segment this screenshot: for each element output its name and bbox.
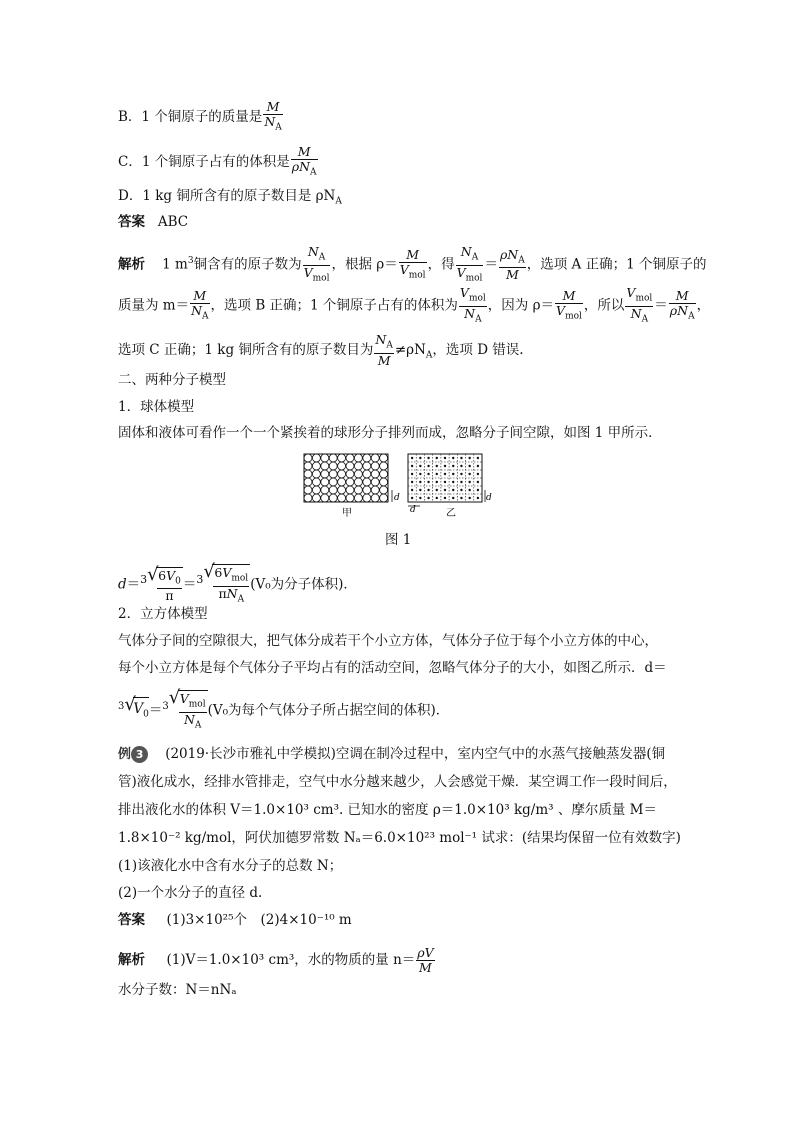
option-b: [118, 100, 284, 135]
gas-molecule-dot: [411, 497, 413, 499]
gas-molecule-dot: [427, 473, 429, 475]
gas-molecule-dot: [436, 473, 438, 475]
molecule-sphere: [329, 478, 337, 486]
molecule-sphere: [371, 478, 379, 486]
gas-molecule-dot: [419, 465, 421, 467]
gas-molecule-dot: [468, 473, 470, 475]
molecule-sphere: [338, 494, 346, 502]
gas-molecule-dot: [452, 497, 454, 499]
molecule-sphere: [304, 454, 312, 462]
example-3-line-4: 1.8×10⁻² kg/mol，阿伏加德罗常数 Nₐ＝6.0×10²³ mol⁻¹ 试求：(结果均保留一位有效数字): [118, 830, 681, 846]
molecule-sphere: [354, 478, 362, 486]
svg-text:d: d: [394, 493, 400, 503]
cube-model-figure: [408, 454, 492, 519]
answer-2: [118, 910, 352, 930]
gas-molecule-dot: [419, 481, 421, 483]
molecule-sphere: [304, 462, 312, 470]
gas-molecule-dot: [444, 481, 446, 483]
molecule-sphere: [346, 494, 354, 502]
molecule-sphere: [371, 462, 379, 470]
option-c-fraction: $\frac{M}{\rho N_A}$: [291, 144, 317, 178]
molecule-sphere: [371, 454, 379, 462]
gas-molecule-dot: [427, 497, 429, 499]
gas-molecule-dot: [427, 457, 429, 459]
molecule-sphere: [354, 462, 362, 470]
molecule-sphere: [371, 486, 379, 494]
gas-molecule-dot: [460, 489, 462, 491]
subheading-cube-model: 2．立方体模型: [118, 606, 208, 622]
option-d-text: D．1 kg 铜所含有的原子数目是 ρN: [118, 188, 336, 204]
gas-molecule-dot: [444, 497, 446, 499]
molecule-sphere: [363, 454, 371, 462]
gas-molecule-dot: [411, 489, 413, 491]
molecule-sphere: [346, 454, 354, 462]
gas-molecule-dot: [452, 457, 454, 459]
analysis-1-line-1: 解析 1 $m^3$铜含有的原子数为 $\frac{N_A}{V_{mol}}$ ，根据 ρ＝ $\frac{M}{V_{mol}}$ ，得 $\frac{N_A}{V_{mol}}$ ＝ $\frac{\rho N_A}{M}$ ，选项 A 正确；1 个铜原子的: [118, 244, 707, 283]
molecule-sphere: [380, 486, 388, 494]
section-heading: 二、两种分子模型: [118, 372, 226, 388]
molecule-sphere: [312, 454, 320, 462]
gas-molecule-dot: [411, 481, 413, 483]
example-3-line-2: 管)液化成水，经排水管排走，空气中水分越来越少，人会感觉干燥．某空调工作一段时间后，: [118, 774, 677, 790]
example-number-badge: 3: [131, 746, 148, 763]
gas-molecule-dot: [419, 457, 421, 459]
analysis-1-line-3: 选项 C 正确；1 kg 铜所含有的原子数目为 $\frac{N_A}{M}$ $\ne\rho N_A$，选项 D 错误.: [118, 332, 524, 368]
analysis-2-line-2: 水分子数：N＝nNₐ: [118, 982, 237, 998]
gas-molecule-dot: [419, 489, 421, 491]
molecule-sphere: [338, 454, 346, 462]
gas-molecule-dot: [411, 473, 413, 475]
gas-molecule-dot: [452, 481, 454, 483]
molecule-sphere: [321, 462, 329, 470]
gas-molecule-dot: [477, 465, 479, 467]
gas-molecule-dot: [477, 489, 479, 491]
molecule-sphere: [329, 470, 337, 478]
gas-molecule-dot: [468, 497, 470, 499]
molecule-sphere: [304, 478, 312, 486]
option-c-text: C．1 个铜原子占有的体积是: [118, 153, 290, 170]
molecule-sphere: [321, 478, 329, 486]
molecule-sphere: [338, 462, 346, 470]
gas-molecule-dot: [452, 473, 454, 475]
gas-molecule-dot: [477, 497, 479, 499]
svg-text:甲: 甲: [342, 508, 352, 519]
gas-molecule-dot: [452, 489, 454, 491]
gas-molecule-dot: [460, 465, 462, 467]
example-3-line-3: 排出液化水的体积 V＝1.0×10³ cm³. 已知水的密度 ρ＝1.0×10³ kg/m³ 、摩尔质量 M＝: [118, 802, 657, 818]
paragraph-cube-model-line-2: 每个小立方体是每个气体分子平均占有的活动空间，忽略气体分子的大小，如图乙所示．d＝: [118, 660, 667, 676]
molecule-sphere: [363, 478, 371, 486]
molecule-sphere: [346, 486, 354, 494]
gas-molecule-dot: [452, 465, 454, 467]
gas-molecule-dot: [477, 457, 479, 459]
molecule-sphere: [346, 478, 354, 486]
molecule-sphere: [371, 494, 379, 502]
molecule-sphere: [329, 486, 337, 494]
analysis-1-line-2: 质量为 m＝ $\frac{M}{N_A}$ ，选项 B 正确；1 个铜原子占有的体积为 $\frac{V_{mol}}{N_A}$ ，因为 ρ＝ $\frac{M}{V_{mol}}$ ，所以 $\frac{V_{mol}}{N_A}$ ＝ $\frac{M}{\rho N_A}$ ，: [118, 285, 711, 324]
question-2: (2)一个水分子的直径 d.: [118, 885, 263, 901]
molecule-sphere: [338, 478, 346, 486]
molecule-sphere: [312, 462, 320, 470]
molecule-sphere: [329, 462, 337, 470]
figure-1-diagram: [296, 450, 496, 522]
svg-text:d: d: [486, 493, 492, 503]
molecule-sphere: [304, 470, 312, 478]
paragraph-cube-model-line-1: 气体分子间的空隙很大，把气体分成若干个小立方体，气体分子位于每个小立方体的中心，: [118, 633, 658, 649]
molecule-sphere: [321, 454, 329, 462]
answer-label: 答案: [118, 214, 145, 230]
molecule-sphere: [363, 462, 371, 470]
answer-value: ABC: [157, 214, 189, 230]
molecule-sphere: [304, 486, 312, 494]
molecule-sphere: [346, 470, 354, 478]
gas-molecule-dot: [436, 497, 438, 499]
molecule-sphere: [371, 470, 379, 478]
gas-molecule-dot: [436, 489, 438, 491]
molecule-sphere: [354, 454, 362, 462]
molecule-sphere: [329, 454, 337, 462]
gas-molecule-dot: [477, 481, 479, 483]
molecule-sphere: [354, 486, 362, 494]
molecule-sphere: [380, 454, 388, 462]
paragraph-sphere-model: 固体和液体可看作一个一个紧挨着的球形分子排列而成，忽略分子间空隙，如图 1 甲所示．: [118, 425, 662, 441]
gas-molecule-dot: [460, 497, 462, 499]
option-b-fraction: $\frac{M}{N_A}$: [264, 99, 282, 133]
gas-molecule-dot: [444, 473, 446, 475]
option-c: [118, 145, 319, 180]
gas-molecule-dot: [444, 457, 446, 459]
sphere-model-figure: [304, 454, 400, 519]
answer-value: (1)3×10²⁵个 (2)4×10⁻¹⁰ m: [166, 912, 352, 928]
analysis-label: 解析: [118, 256, 145, 273]
molecule-sphere: [338, 486, 346, 494]
gas-molecule-dot: [436, 457, 438, 459]
gas-molecule-dot: [468, 489, 470, 491]
molecule-sphere: [312, 494, 320, 502]
figure-caption: 图 1: [385, 532, 412, 548]
example-3-line-1: 例 3 (2019·长沙市雅礼中学模拟)空调在制冷过程中，室内空气中的水蒸气接触蒸发器(铜: [118, 746, 666, 762]
gas-molecule-dot: [460, 457, 462, 459]
gas-molecule-dot: [427, 481, 429, 483]
molecule-sphere: [321, 470, 329, 478]
molecule-sphere: [354, 494, 362, 502]
gas-molecule-dot: [444, 489, 446, 491]
analysis-label: 解析: [118, 952, 145, 968]
gas-molecule-dot: [468, 465, 470, 467]
gas-molecule-dot: [419, 473, 421, 475]
molecule-sphere: [338, 470, 346, 478]
molecule-sphere: [380, 470, 388, 478]
gas-molecule-dot: [427, 489, 429, 491]
molecule-sphere: [380, 478, 388, 486]
question-1: (1)该液化水中含有水分子的总数 N；: [118, 858, 343, 874]
gas-molecule-dot: [477, 473, 479, 475]
formula-cube-side: $^3$√ $V_0=^3$ √ $\frac{V_{mol}}{N_A}$ (V₀为每个气体分子所占据空间的体积)．: [118, 690, 449, 732]
molecule-sphere: [363, 494, 371, 502]
molecule-sphere: [363, 470, 371, 478]
gas-molecule-dot: [436, 481, 438, 483]
gas-molecule-dot: [419, 497, 421, 499]
option-b-text: B．1 个铜原子的质量是: [118, 108, 263, 125]
molecule-sphere: [363, 486, 371, 494]
svg-text:乙: 乙: [446, 508, 456, 519]
gas-molecule-dot: [427, 465, 429, 467]
answer-label: 答案: [118, 912, 145, 928]
molecule-sphere: [380, 494, 388, 502]
gas-molecule-dot: [460, 473, 462, 475]
gas-molecule-dot: [411, 457, 413, 459]
molecule-sphere: [312, 486, 320, 494]
molecule-sphere: [321, 486, 329, 494]
molecule-sphere: [329, 494, 337, 502]
molecule-sphere: [312, 478, 320, 486]
molecule-sphere: [321, 494, 329, 502]
option-d: D．1 kg 铜所含有的原子数目是 $\rho N_A$: [118, 188, 342, 207]
gas-molecule-dot: [460, 481, 462, 483]
gas-molecule-dot: [468, 457, 470, 459]
molecule-sphere: [304, 494, 312, 502]
gas-molecule-dot: [411, 465, 413, 467]
gas-molecule-dot: [444, 465, 446, 467]
molecule-sphere: [312, 470, 320, 478]
gas-molecule-dot: [436, 465, 438, 467]
gas-molecule-dot: [468, 481, 470, 483]
subheading-sphere-model: 1．球体模型: [118, 399, 195, 415]
analysis-2-line-1: 解析 (1)V＝1.0×10³ cm³，水的物质的量 n＝ $\frac{\rho V}{M}$: [118, 945, 434, 975]
svg-text:d: d: [410, 505, 416, 515]
example-label: 例: [118, 747, 132, 762]
answer-1: [118, 212, 188, 232]
molecule-sphere: [354, 470, 362, 478]
molecule-sphere: [380, 462, 388, 470]
molecule-sphere: [346, 462, 354, 470]
formula-sphere-diameter: d＝$^3$ √ $\frac{6V_0}{\pi}$ ＝$^3$ √ $\frac{6V_{mol}}{\pi N_A}$ (V₀为分子体积)．: [118, 564, 357, 606]
